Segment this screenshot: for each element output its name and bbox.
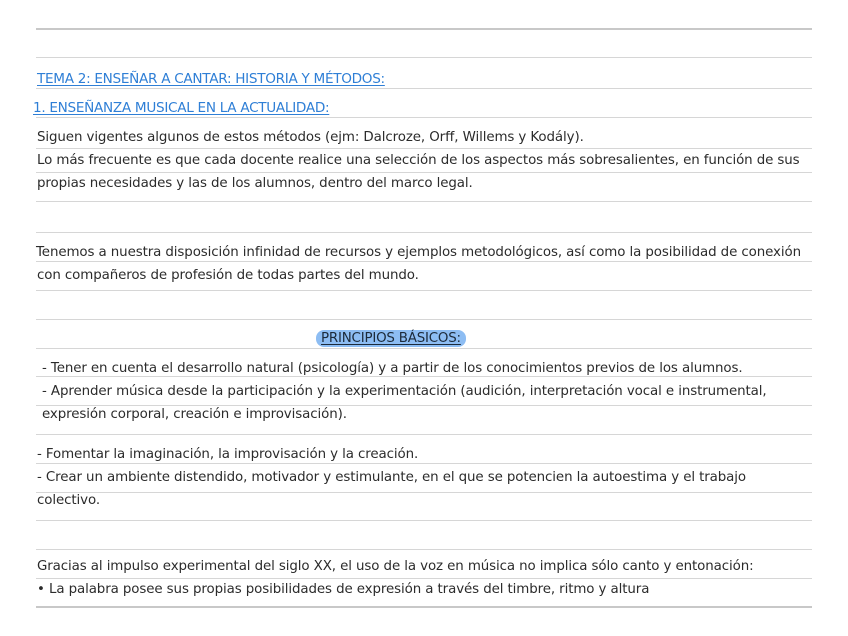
ruled-line	[36, 88, 812, 89]
list-item: - Aprender música desde la participación y la experimentación (audición, interpretación vocal e instrumental,	[42, 384, 767, 399]
list-item: colectivo.	[37, 493, 100, 508]
principles-heading	[316, 330, 466, 347]
ruled-line	[36, 578, 812, 579]
ruled-line	[36, 232, 812, 233]
ruled-line	[36, 148, 812, 149]
ruled-line	[36, 434, 812, 435]
ruled-line	[36, 492, 812, 493]
text-line: propias necesidades y las de los alumnos, dentro del marco legal.	[37, 176, 473, 191]
ruled-line	[36, 172, 812, 173]
page-title: TEMA 2: ENSEÑAR A CANTAR: HISTORIA Y MÉTODOS:	[37, 71, 385, 87]
ruled-line	[36, 520, 812, 521]
bullet-item: • La palabra posee sus propias posibilidades de expresión a través del timbre, ritmo y altura	[37, 582, 650, 597]
ruled-line	[36, 606, 812, 608]
ruled-line	[36, 117, 812, 118]
list-item: - Fomentar la imaginación, la improvisación y la creación.	[37, 447, 419, 462]
principles-heading-text: PRINCIPIOS BÁSICOS:	[321, 331, 461, 346]
ruled-line	[36, 57, 812, 58]
ruled-line	[36, 348, 812, 349]
text-line: con compañeros de profesión de todas partes del mundo.	[37, 268, 419, 283]
list-item: - Tener en cuenta el desarrollo natural (psicología) y a partir de los conocimientos previos de los alumnos.	[42, 361, 743, 376]
text-line: Siguen vigentes algunos de estos métodos (ejm: Dalcroze, Orff, Willems y Kodály).	[37, 130, 584, 145]
ruled-line	[36, 319, 812, 320]
text-line: Tenemos a nuestra disposición infinidad de recursos y ejemplos metodológicos, así como la posibilidad de conexión	[36, 245, 801, 260]
list-item: - Crear un ambiente distendido, motivador y estimulante, en el que se potencien la autoestima y el trabajo	[37, 470, 746, 485]
section-title: 1. ENSEÑANZA MUSICAL EN LA ACTUALIDAD:	[33, 100, 330, 116]
ruled-line	[36, 290, 812, 291]
ruled-line	[36, 549, 812, 550]
ruled-line	[36, 28, 812, 30]
list-item: expresión corporal, creación e improvisación).	[42, 407, 347, 422]
text-line: Gracias al impulso experimental del siglo XX, el uso de la voz en música no implica sólo canto y entonación:	[37, 559, 754, 574]
text-line: Lo más frecuente es que cada docente realice una selección de los aspectos más sobresalientes, en función de sus	[37, 153, 800, 168]
ruled-line	[36, 201, 812, 202]
